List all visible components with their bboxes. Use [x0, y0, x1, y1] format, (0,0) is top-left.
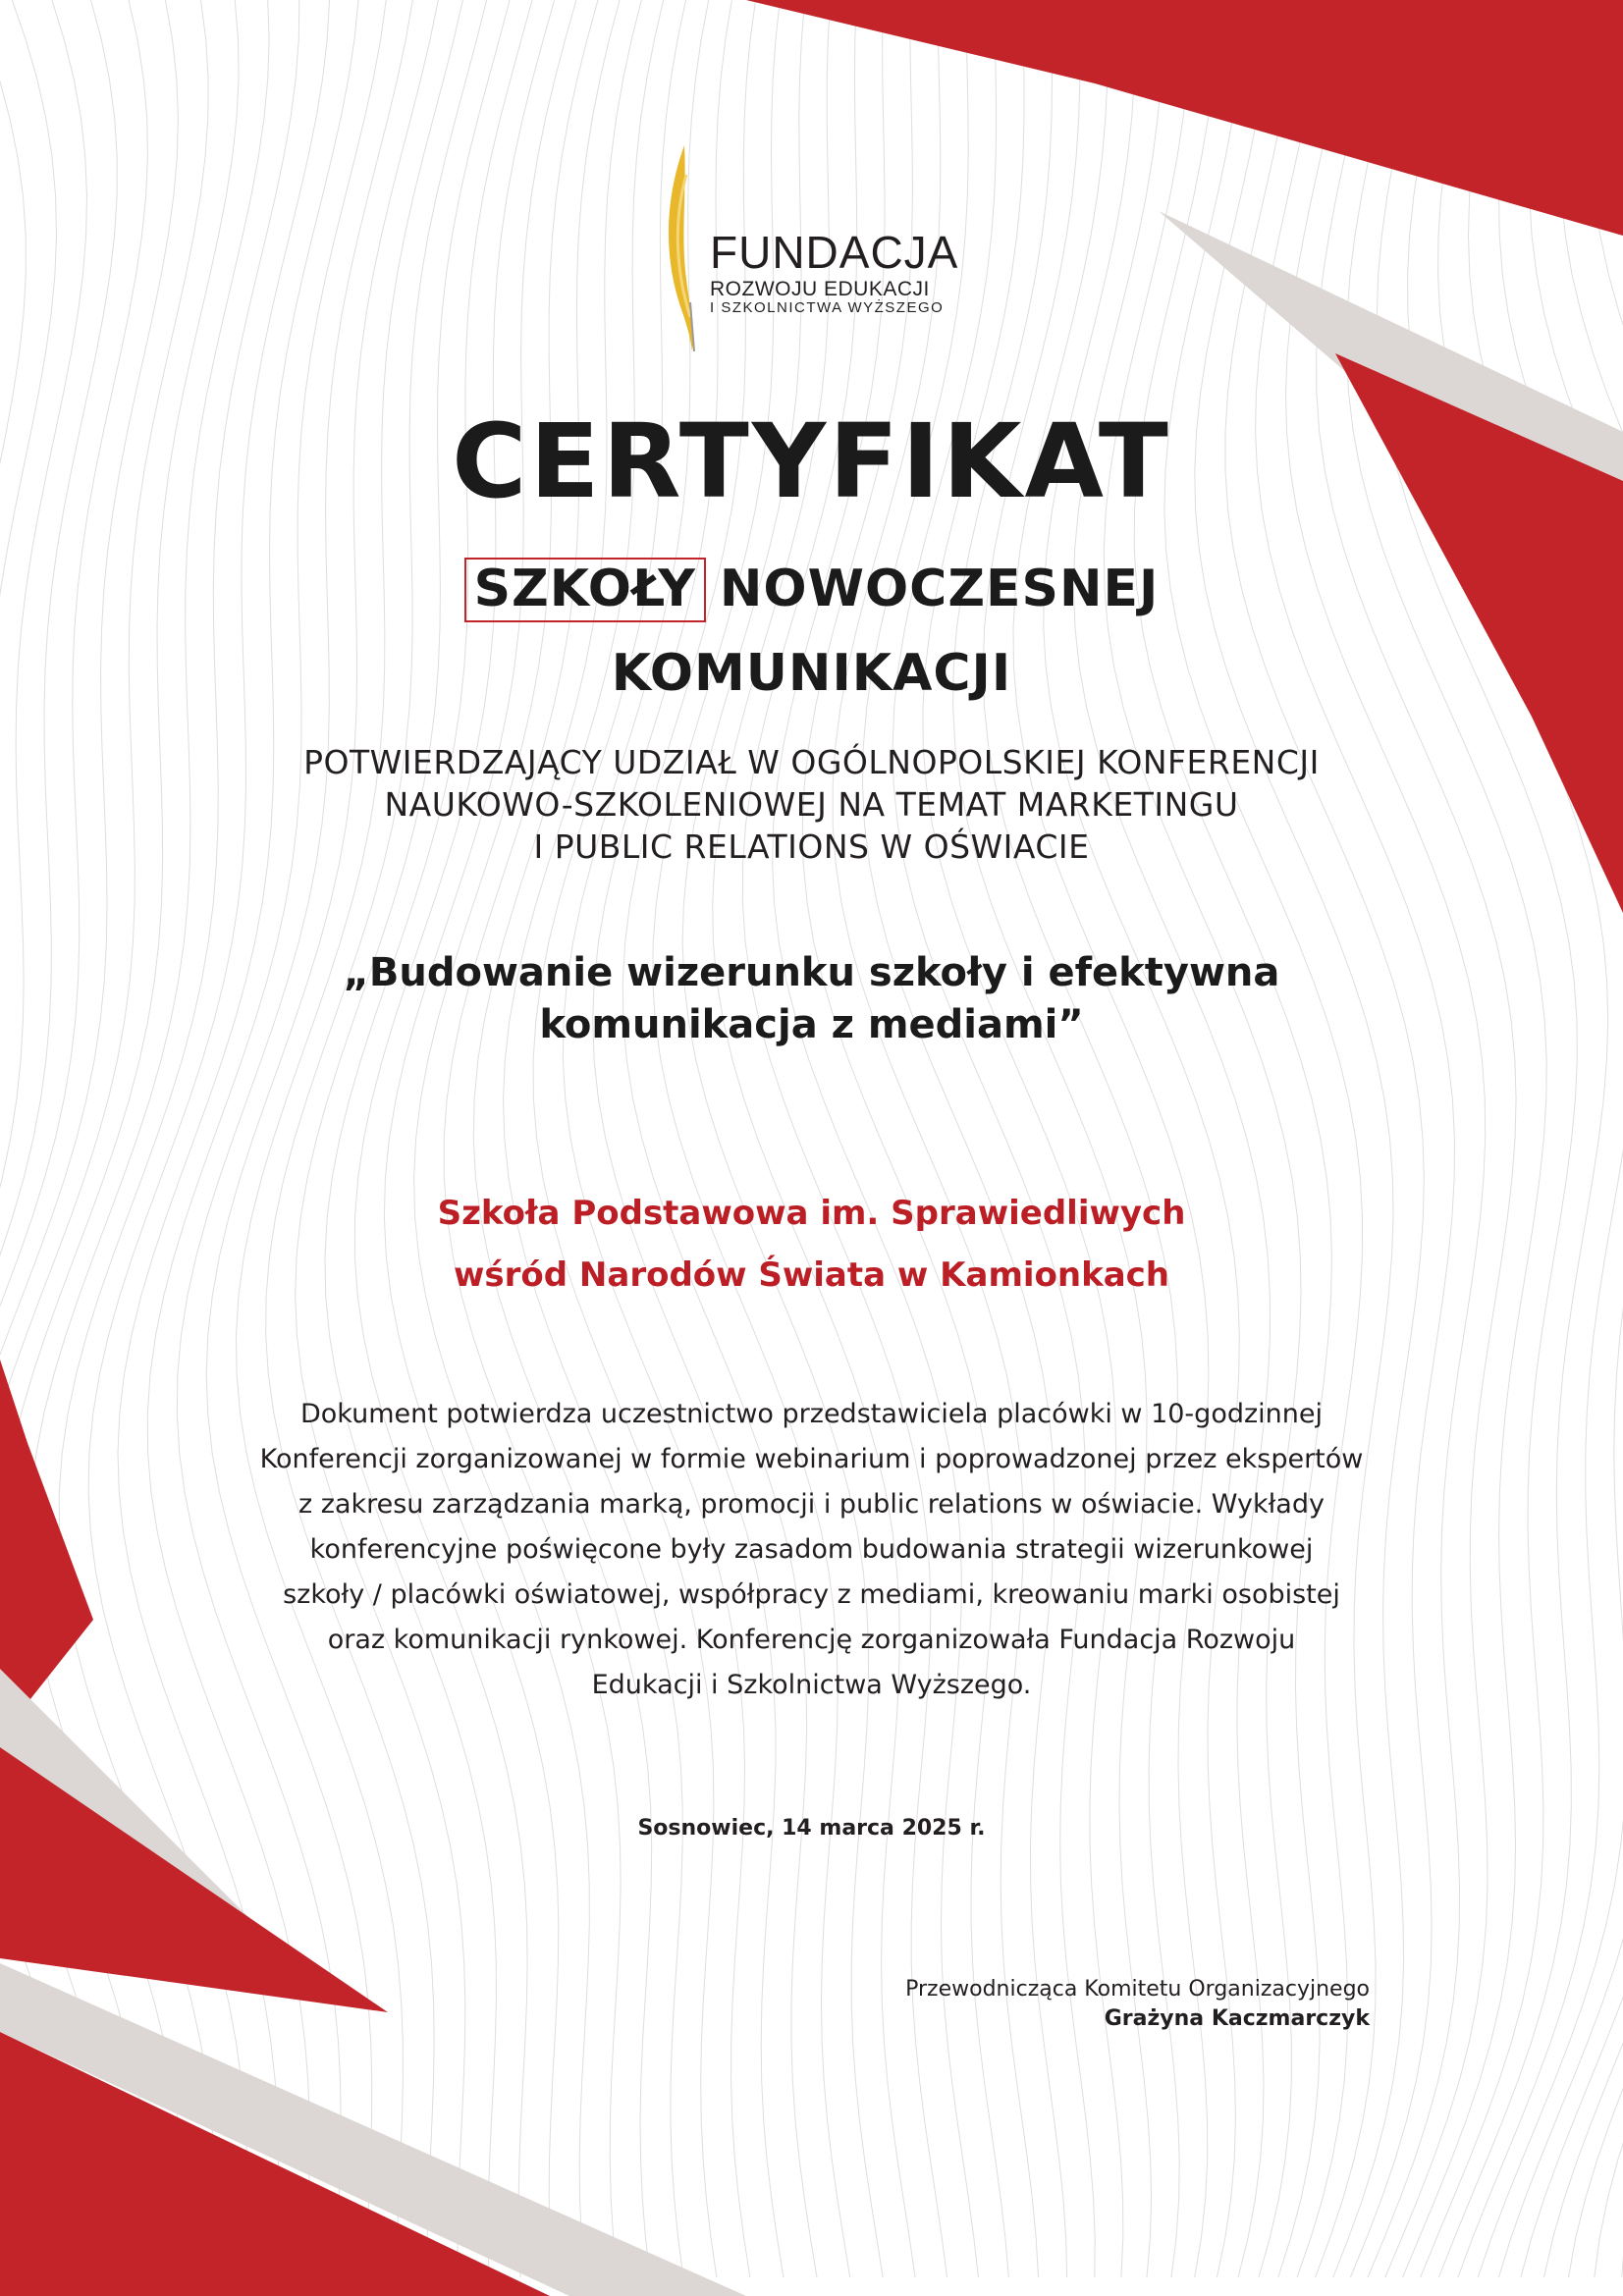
- subtitle-line-1: [0, 558, 1623, 622]
- wave-line: [384, 0, 576, 2277]
- school-name-line: wśród Narodów Świata w Kamionkach: [453, 1255, 1170, 1295]
- wave-line: [444, 0, 621, 2277]
- wave-line: [1498, 0, 1623, 2277]
- place-and-date: Sosnowiec, 14 marca 2025 r.: [637, 1816, 986, 1841]
- wave-line: [473, 0, 651, 2277]
- conference-title-line: „Budowanie wizerunku szkoły i efektywna: [343, 950, 1280, 995]
- body-line: konferencyjne poświęcone były zasadom budowania strategii wizerunkowej: [309, 1534, 1314, 1565]
- wave-line: [1104, 0, 1301, 2277]
- body-line: z zakresu zarządzania marką, promocji i public relations w oświacie. Wykłady: [298, 1489, 1325, 1520]
- left-red-ribbon-middle: [0, 1747, 388, 2012]
- wave-line: [296, 0, 510, 2277]
- signatory-name: Grażyna Kaczmarczyk: [1104, 2006, 1370, 2031]
- wave-line: [266, 0, 487, 2277]
- conference-title-line: komunikacja z mediami”: [539, 1002, 1084, 1047]
- confirmation-text: [147, 741, 1476, 868]
- signatory-role: Przewodnicząca Komitetu Organizacyjnego: [905, 1977, 1370, 2002]
- body-line: Edukacji i Szkolnictwa Wyższego.: [591, 1670, 1032, 1700]
- wave-line: [953, 0, 1152, 2277]
- wave-line: [1438, 0, 1623, 2277]
- wave-line: [1544, 0, 1623, 2277]
- body-paragraph: [201, 1392, 1422, 1708]
- subtitle-line-2: KOMUNIKACJI: [611, 644, 1012, 703]
- body-line: oraz komunikacji rynkowej. Konferencję zorganizowała Fundacja Rozwoju: [327, 1625, 1296, 1655]
- wave-line: [1469, 0, 1623, 2277]
- wave-line: [1408, 0, 1608, 2277]
- confirmation-line: POTWIERDZAJĄCY UDZIAŁ W OGÓLNOPOLSKIEJ KONFERENCJI: [303, 743, 1320, 781]
- body-line: Dokument potwierdza uczestnictwo przedstawiciela placówki w 10-godzinnej: [299, 1399, 1323, 1429]
- wave-line: [1013, 0, 1209, 2277]
- logo-line-1: FUNDACJA: [710, 227, 959, 278]
- school-name-line: Szkoła Podstawowa im. Sprawiedliwych: [437, 1194, 1186, 1233]
- signature-block: [905, 1975, 1370, 2034]
- body-line: Konferencji zorganizowanej w formie webinarium i poprowadzonej przez ekspertów: [259, 1444, 1364, 1474]
- subtitle-rest: NOWOCZESNEJ: [719, 560, 1160, 618]
- school-name: [147, 1183, 1476, 1307]
- wave-line: [504, 0, 683, 2277]
- wave-line: [1073, 0, 1270, 2277]
- foundation-logo: [663, 145, 977, 351]
- confirmation-line: I PUBLIC RELATIONS W OŚWIACIE: [533, 828, 1090, 866]
- conference-title: [147, 947, 1476, 1051]
- certificate-title: CERTYFIKAT: [452, 401, 1171, 521]
- wave-line: [1134, 0, 1331, 2277]
- logo-line-2: ROZWOJU EDUKACJI: [710, 278, 930, 300]
- bottom-red-ribbon: [0, 2032, 550, 2296]
- wave-line: [983, 0, 1179, 2277]
- logo-line-3: I SZKOLNICTWA WYŻSZEGO: [710, 299, 945, 317]
- left-red-ribbon-upper: [0, 1360, 93, 1737]
- body-line: szkoły / placówki oświatowej, współpracy z mediami, kreowaniu marki osobistej: [283, 1579, 1340, 1610]
- wave-line: [1569, 0, 1623, 2277]
- wave-line: [354, 0, 554, 2277]
- wave-line: [1044, 0, 1240, 2277]
- confirmation-line: NAUKOWO-SZKOLENIOWEJ NA TEMAT MARKETINGU: [384, 785, 1239, 824]
- subtitle-boxed-word: SZKOŁY: [464, 558, 706, 622]
